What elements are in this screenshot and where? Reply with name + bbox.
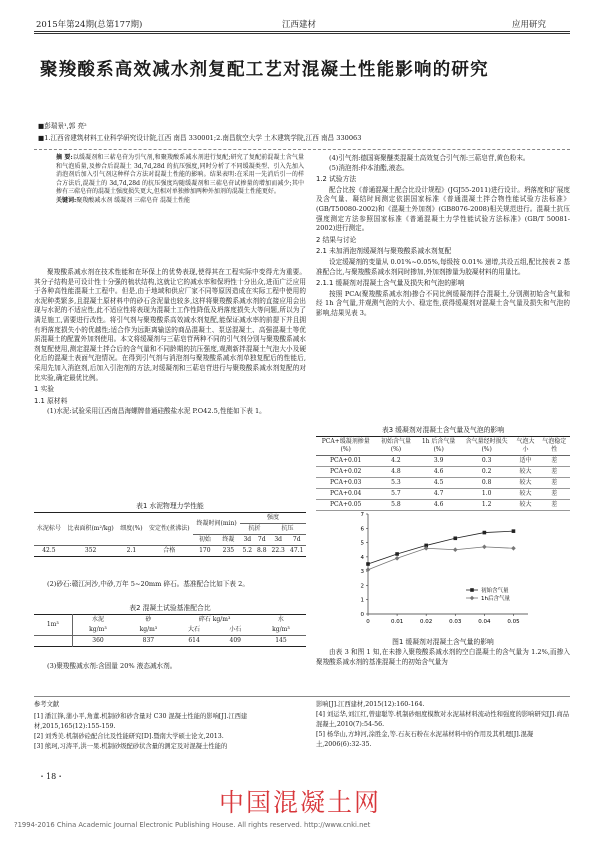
y-tick-label: 5 <box>360 540 364 547</box>
th-big-stone: 大石 <box>188 626 201 633</box>
cell-water: 145 <box>275 637 287 644</box>
series-line <box>368 547 513 570</box>
retarder-air-table <box>316 436 570 511</box>
references-heading: 参考文献 <box>34 701 60 708</box>
section-1: 1 实验 <box>34 385 55 394</box>
th-setting-time: 终凝时间(min) <box>196 519 237 527</box>
reference-2: [2] 刘秀美.机制砂砼配合比及性能研究[D].暨南大学硕士论文,2013. <box>34 733 224 740</box>
keywords-label: 关键词: <box>56 196 77 204</box>
table-cell: 3.9 <box>433 457 444 464</box>
table-cell: 4.7 <box>433 490 444 497</box>
discussion-text: 由表 3 和图 1 知,在未掺入聚羧酸系减水剂的空白混凝土的含气量为 1.2%,而掺入聚羧酸系减水剂的基准混凝土的初始含气量为 <box>316 648 570 666</box>
para-2-1-1: 按照 PCA(聚羧酸系减水剂)掺合不同比例缓凝剂拌合混凝土,分别测初始含气量和经 1h 含气量,并观测气泡的大小、稳定性,获得缓凝剂对混凝土含气量及损失和气泡的影响,结果见表 3。 <box>316 289 570 317</box>
page-number: ・18・ <box>38 772 65 781</box>
table1-caption: 表1 水泥物理力学性能 <box>136 502 204 510</box>
data-point <box>395 552 399 556</box>
intro-paragraph: 聚羧酸系减水剂在技术性能和在环保上的优势表现,使得其在工程实际中变得尤为重要。其分子结构是可设计性十分强的梳状结构,这就让它的减水率和保坍性十分出众,进而广泛应用于各种高性能混凝土工程中。但是,由于地域和供应厂家不同等原因造成在实际工程中使用的水泥种类繁多,且混凝土原材料中的砂石含泥量也较多,这样将聚羧酸系减水剂的直接应用会出现与水泥的不适应性,此不适应性将表现为混凝土工作性降低及坍落度损失大等问题,所以为了满足施工,需要进行改性。将引气剂与聚羧酸系高效减水剂复配,能保证减水率的前提下并且拥有坍落度损失小的优越性;适合作为远距离输送的商品混凝土、泵送混凝土、高强混凝土等优质混凝土的配置外加剂使用。本文将缓凝剂与三萜皂苷两种不同的引气剂分别与聚羧酸系减水剂复配使用,测定混凝土拌合后的含气量和不同龄期的抗压强度,观测新拌混凝土气泡大小及硬化后的混凝土表面气泡情况。在得到引气剂与消泡剂与聚羧酸系减水剂单独复配后的性能后,采用先加入消泡剂,后加入引泡剂的方法,对缓凝剂和三萜皂苷进行与聚羧酸系减水剂复配的对比实验,确定最优比例。 <box>34 268 306 382</box>
x-tick-label: 0.05 <box>507 619 520 625</box>
th-compressive: 抗压 <box>281 525 294 532</box>
cell-area: 352 <box>84 547 97 554</box>
th-1h-air: 1h 后含气量(%) <box>421 438 456 453</box>
table-cell: 差 <box>551 468 558 475</box>
authors: ■彭瑞景¹,郭 亮² <box>38 122 87 130</box>
th-initial-air: 初始含气量(%) <box>380 438 411 453</box>
copyright: ?1994-2016 China Academic Journal Electronic Publishing House. All rights reserved. http://www.cnki.net <box>14 821 371 829</box>
table-cell: 较大 <box>519 479 532 486</box>
th-cement-code: 水泥标号 <box>36 525 61 532</box>
cell-flex7: 8.8 <box>256 547 267 554</box>
cell-small: 409 <box>229 637 241 644</box>
legend-marker <box>470 588 474 592</box>
material-aggregate <box>34 580 306 590</box>
discussion <box>316 648 570 667</box>
table-cell: 0.8 <box>481 479 492 486</box>
material-reducer-text: (3)聚羧酸减水剂:含固量 20% 液态减水剂。 <box>47 662 177 670</box>
x-tick-label: 0.01 <box>390 619 404 625</box>
th-bubble-stability: 气泡稳定性 <box>542 438 567 453</box>
table-row <box>316 489 570 500</box>
th-corner: 1m³ <box>34 615 72 636</box>
cell-sand: 837 <box>142 637 155 644</box>
cell-fineness: 2.1 <box>126 547 137 554</box>
journal-name: 江西建材 <box>282 20 317 30</box>
air-content-chart <box>338 506 558 634</box>
th-specific-area: 比表面积(m²/kg) <box>67 525 114 532</box>
table-cell: PCA+0.04 <box>330 490 362 497</box>
table-cell: 较大 <box>519 490 532 497</box>
cement-properties-table <box>34 512 306 557</box>
section-1-1: 1.1 原材料 <box>34 396 68 405</box>
affil-rule <box>34 149 570 150</box>
y-tick-label: 2 <box>360 583 364 590</box>
table-cell: 较大 <box>519 468 532 475</box>
th-air-loss: 含气量经时损失(%) <box>465 438 508 453</box>
data-point <box>483 531 487 535</box>
reference-3-cont: 影响[J].江西建材,2015(12):160-164. <box>316 701 425 708</box>
material-air-agent: (4)引气剂:德国赛聚醚类混凝土高效复合引气剂:三萜皂苷,黄色粉末。 <box>329 154 530 162</box>
table-cell: 差 <box>551 457 558 464</box>
table-cell: 差 <box>551 479 558 486</box>
cell-initial: 170 <box>199 547 211 554</box>
table3-caption: 表3 缓凝剂对混凝土含气量及气泡的影响 <box>381 426 505 434</box>
th-cement: 水泥 <box>91 616 104 623</box>
data-point <box>453 547 458 552</box>
th-soundness: 安定性(煮沸法) <box>148 525 190 532</box>
th-initial: 初始 <box>198 536 211 543</box>
th-unit-1: kg/m³ <box>89 626 107 633</box>
th-strength: 强度 <box>267 514 280 521</box>
cell-blank <box>34 636 72 647</box>
cell-comp3: 22.3 <box>271 547 285 554</box>
th-sand: 砂 <box>145 616 152 623</box>
table-row <box>316 478 570 489</box>
th-unit-4: kg/m³ <box>272 626 290 633</box>
table-cell: 适中 <box>519 457 532 464</box>
abstract-text: 以缓凝剂和三萜皂苷为引气剂,和聚羧酸系减水剂进行复配;研究了复配前混凝土含气量和气泡质量,及掺合后混凝土 3d,7d,28d 的抗压强度,同时分析了不同缓凝类型、引入先加入消泡剂后加入引气剂这种样合方法对混凝土性能的影响。结果表明:在采用一先消后引一的样合方法后,混凝土的 3d,7d,28d 的抗压强度均随缓凝剂和三萜皂苷试掺量的增加而减少;其中掺有三萜皂苷的混凝土强度损失更大,但相对单独掺加两种外加剂的混凝土性能更好。 <box>56 154 304 195</box>
th-flexural: 抗折 <box>248 525 261 532</box>
figure1-caption: 图1 缓凝剂对混凝土含气量的影响 <box>392 638 494 646</box>
para-2-1: 设定缓凝剂的变量从 0.01%~0.05%,每级按 0.01% 递增,共设五组,配比按表 2 基准配合比,与聚羧酸系减水剂同时掺加,外加剂掺量为胶凝材料的用量比。 <box>316 257 570 276</box>
cell-cement: 360 <box>92 637 104 644</box>
abstract <box>56 154 304 205</box>
reference-1: [1] 潘江锋,蒲小平,角董.机制砂和砂含量对 C30 混凝土性能的影响[J].江西建材,2015,165(12):155-159. <box>34 713 248 730</box>
table2-caption: 表2 混凝土试验基准配合比 <box>129 604 211 612</box>
header-rule <box>34 31 570 32</box>
references-left <box>34 712 304 752</box>
table-cell: PCA+0.05 <box>330 501 362 508</box>
references-right <box>316 700 570 750</box>
data-point <box>366 562 370 566</box>
header-rule-2 <box>34 33 570 34</box>
table-cell: 4.8 <box>391 468 401 475</box>
th-dosage: PCA+缓凝剂掺量(%) <box>321 438 370 453</box>
y-tick-label: 1 <box>360 597 364 604</box>
affiliations: ■1.江西省建筑材料工业科学研究设计院,江西 南昌 330001;2.南昌航空大学 土木建筑学院,江西 南昌 330063 <box>38 134 362 142</box>
y-tick-label: 0 <box>360 612 364 618</box>
th-bubble-size: 气泡大小 <box>516 438 535 453</box>
x-tick-label: 0 <box>366 619 370 625</box>
data-point <box>395 556 400 561</box>
table-cell: 差 <box>551 490 558 497</box>
legend-label: 1h后含气量 <box>481 596 510 602</box>
th-fineness: 细度(%) <box>120 525 143 532</box>
table-cell: 较大 <box>519 501 532 508</box>
table-row <box>316 467 570 478</box>
section-name: 应用研究 <box>512 20 547 30</box>
cell-final: 235 <box>222 547 235 554</box>
x-tick-label: 0.03 <box>449 619 462 625</box>
table-cell: 4.2 <box>391 457 401 464</box>
material-aggregate-text: (2)砂石:赣江河沙,中砂,万年 5~20mm 碎石。基准配合比如下表 2。 <box>47 580 249 588</box>
section-2-1: 2.1 未加消泡剂缓凝剂与聚羧酸系减水剂复配 <box>316 247 452 256</box>
table-row <box>316 456 570 467</box>
th-stone: 碎石 kg/m³ <box>198 616 231 623</box>
issue-info: 2015年第24期(总第177期) <box>36 20 143 30</box>
data-point <box>511 546 516 551</box>
cell-flex3: 5.2 <box>242 547 253 554</box>
left-column <box>34 268 306 417</box>
table-cell: 0.3 <box>481 457 492 464</box>
th-final: 终凝 <box>222 536 235 543</box>
table-cell: PCA+0.03 <box>330 479 362 486</box>
y-tick-label: 6 <box>360 526 364 533</box>
table-cell: 4.5 <box>433 479 444 486</box>
table-cell: 4.6 <box>433 468 444 475</box>
abstract-label: 摘 要: <box>56 154 73 161</box>
keywords-text: 聚羧酸减水剂 缓凝剂 三萜皂苷 混凝土性能 <box>76 196 190 204</box>
data-point <box>453 536 457 540</box>
th-small-stone: 小石 <box>229 626 242 633</box>
table-cell: PCA+0.01 <box>330 457 362 464</box>
table-cell: 1.2 <box>481 501 492 508</box>
table-cell: 4.6 <box>433 501 444 508</box>
data-point <box>482 545 487 550</box>
mix-proportion-table <box>34 614 306 647</box>
table-cell: 5.3 <box>391 479 401 486</box>
table-cell: PCA+0.02 <box>330 468 362 475</box>
th-7d: 7d <box>257 536 266 543</box>
cell-big: 614 <box>188 637 200 644</box>
y-tick-label: 4 <box>360 554 364 561</box>
data-point <box>512 529 516 533</box>
table-cell: 1.0 <box>481 490 492 497</box>
section-2: 2 结果与讨论 <box>316 235 357 244</box>
table-cell: 5.8 <box>391 501 401 508</box>
table-cell: 差 <box>551 501 558 508</box>
y-tick-label: 3 <box>360 569 364 576</box>
x-tick-label: 0.02 <box>420 619 433 625</box>
paper-title: 聚羧酸系高效减水剂复配工艺对混凝土性能影响的研究 <box>40 60 489 80</box>
th-3d: 3d <box>243 536 252 543</box>
cell-code: 42.5 <box>42 547 56 554</box>
material-cement: (1)水泥:试验采用江西南昌海螺牌普通硅酸盐水泥 P.O42.5,性能如下表 1。 <box>47 407 266 416</box>
table-cell: 0.2 <box>481 468 492 475</box>
x-tick-label: 0.04 <box>478 619 491 625</box>
table-cell: 5.7 <box>391 490 401 497</box>
th-7d-b: 7d <box>292 536 301 543</box>
material-reducer <box>34 662 306 672</box>
right-column <box>316 154 570 319</box>
legend-label: 初始含气量 <box>481 588 509 594</box>
cell-comp7: 47.1 <box>290 547 304 554</box>
section-2-1-1: 2.1.1 缓凝剂对混凝土含气量及损失和气泡的影响 <box>316 279 465 288</box>
reference-5: [5] 杨华山,方坤河,涂胜金,等.石灰石粉在水泥基材料中的作用及其机理[J].混凝土,2006(6):32-35. <box>316 731 534 748</box>
th-unit-2: kg/m³ <box>139 626 158 633</box>
legend-marker <box>470 596 475 601</box>
cell-soundness: 合格 <box>163 547 176 554</box>
method-paragraph: 配合比按《普通混凝土配合比设计规程》(JGJ55-2011)进行设计。坍落度和扩展度及含气量、凝结时间测定依据国家标准《普通混凝土拌合物性能试验方法标准》(GB/T50080-2002)和《混凝土外加剂》(GB8076-2008)相关规范进行。混凝土抗压强度测定方法参照国家标准《普通混凝土力学性能试验方法标准》(GB/T 50081-2002)进行测定。 <box>316 185 570 233</box>
reference-4: [4] 刘运华,刘江红,曾建聪等.机制砂细度模数对水泥基材料流动性和强度的影响研究[J].商品混凝土,2010(7):54-56. <box>316 711 570 728</box>
section-1-2: 1.2 试验方法 <box>316 175 357 184</box>
material-defoamer: (5)消泡剂:仲本油酯,液态。 <box>329 163 409 172</box>
th-3d-b: 3d <box>274 536 283 543</box>
reference-3: [3] 熊珂,习涛平,洪一果.机制砂级配砂状含量的测定及对混凝土性能的 <box>34 743 228 750</box>
y-tick-label: 7 <box>360 512 364 518</box>
watermark: 中国混凝土网 <box>218 788 381 817</box>
th-water: 水 <box>277 616 284 623</box>
reference-rule <box>34 696 570 697</box>
